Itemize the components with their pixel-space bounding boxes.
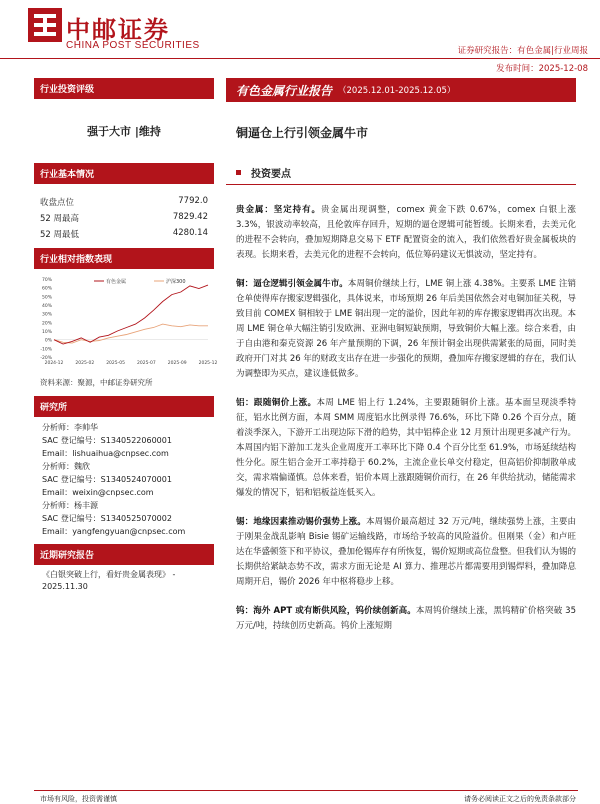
index-label: 行业相对指数表现	[34, 248, 214, 269]
legend-label: 有色金属	[106, 279, 127, 285]
stat-label: 52 周最高	[40, 214, 80, 224]
stat-row	[34, 210, 214, 226]
x-tick-label: 2025-09	[167, 361, 187, 366]
key-points-heading	[236, 165, 576, 180]
paragraph-head: 贵金属：坚定持有。	[236, 205, 321, 215]
paragraph-head: 钨：海外 APT 或有断供风险，钨价续创新高。	[236, 606, 416, 616]
analyst-sac: SAC 登记编号：S1340522060001	[42, 436, 172, 445]
main-content	[226, 78, 576, 634]
series-line-hs300	[54, 324, 208, 343]
footer-rule	[34, 790, 578, 791]
analyst-name: 分析师：魏欣	[42, 462, 90, 471]
report-period: （2025.12.01-2025.12.05）	[338, 86, 456, 96]
stat-value: 7792.0	[178, 196, 208, 206]
paragraph-body: 本周锡价最高超过 32 万元/吨，继续强势上涨，主要由于刚果金战乱影响 Bisie 锡矿运输线路，市场给予较高的风险溢价。但刚果（金）和卢旺达在华盛顿签下和平协议，叠加伦锡库存有所恢复，锡价短期或高位盘整。但我们认为锡的长期供给紧缺态势不改，需求方面无论是 AI 算力、推理芯片都需要用到锡焊料，叠加降息周期开启，锡价 2026 年中枢将稳步上移。	[236, 517, 577, 587]
paragraph-body: 本周钨价继续上涨，黑钨精矿价格突破 35 万元/吨，持续创历史新高。钨价上涨短期	[236, 606, 576, 631]
paragraph-tungsten	[236, 604, 576, 634]
rating-value: 强于大市 |维持	[87, 125, 161, 138]
paragraph-copper	[236, 277, 576, 382]
x-tick-label: 2025-05	[106, 361, 126, 366]
publish-date: 发布时间：2025-12-08	[496, 64, 588, 74]
y-tick-label: 50%	[41, 295, 52, 301]
paragraph-head: 铜：逼仓逻辑引领金属牛市。	[236, 279, 348, 289]
analyst-email[interactable]: Email：weixin@cnpsec.com	[42, 488, 154, 497]
paragraph-body: 贵金属出现调整，comex 黄金下跌 0.67%，comex 白银上涨 3.3%，银波动率较高，且伦敦库存回升，短期的逼仓逻辑可能暂缓。长期来看，去美元化的进程不会转向，叠加短期降息交易下 ETF 配置资金的流入，我们依然看好贵金属板块的表现。长期来看，去美元化的进程不会转向，低位筹码建议无惧波动，坚定持有。	[236, 205, 576, 260]
analyst-sac: SAC 登记编号：S1340524070001	[42, 475, 172, 484]
paragraph-aluminum	[236, 396, 576, 501]
stat-label: 收盘点位	[40, 198, 75, 208]
company-name-cn: 中邮证券	[66, 15, 170, 44]
left-sidebar	[34, 78, 218, 597]
chart-source: 资料来源：聚源，中邮证券研究所	[40, 378, 153, 387]
stat-row	[34, 226, 214, 242]
y-tick-label: -10%	[40, 347, 52, 353]
bullet-icon	[236, 170, 241, 175]
paragraph-body: 本周铜价继续上行，LME 铜上涨 4.38%。主要系 LME 注销仓单使得库存搬家逻辑强化，具体说来，市场预期 26 年后美国依然会对电铜加征关税，导致目前 COMEX 铜相较于 LME 铜出现一定的溢价，因此年初的库存搬家逻辑再次出现。本周 LME 铜仓单大幅注销引发欧洲、亚洲电铜短缺预期，导致铜价大幅上涨。综合来看，由于自由港和秦克资源 26 年产量预期的下调，26 年预计铜金出现供需紧张的局面，同时美政府开门对其 26 年的财政支出存在进一步强化的预期，叠加库存搬家逻辑的存在，我们认为调整即为买点，建议逢低做多。	[236, 279, 576, 379]
key-points-rule	[226, 184, 576, 185]
analyst-email[interactable]: Email：yangfengyuan@cnpsec.com	[42, 527, 186, 536]
paragraph-body: 本周 LME 铝上行 1.24%，主要跟随铜价上涨。基本面呈现淡季特征，铝水比例方面，本周 SMM 周度铝水比例录得 76.6%，环比下降 0.26 个百分点，随着淡季深入，下游开工出现边际下滑的趋势，其中铝棒企业 12 月预计出现更多减产行为。本周国内铝下游加工龙头企业周度开工率环比下降 0.4 个百分比至 61.9%，市场延续结构性分化。原生铝合金开工率持稳于 60.2%，主流企业长单交付稳定，但高铝价抑制散单成交，需求端偏谨慎。总体来看，铝价本周上涨跟随铜价而行，在 26 年供给扰动，储能需求爆发的情况下，铝和铝板益连低买入。	[236, 398, 576, 498]
recent-report-link[interactable]: 《白银突破上行，看好贵金属表现》 - 2025.11.30	[42, 570, 176, 591]
stat-value: 7829.42	[172, 212, 208, 222]
y-tick-label: 70%	[41, 278, 52, 283]
y-tick-label: 20%	[41, 321, 52, 327]
report-header-bar	[226, 78, 576, 102]
x-tick-label: 2025-07	[136, 361, 156, 366]
relative-index-chart	[34, 273, 218, 371]
y-tick-label: 10%	[41, 330, 52, 335]
footer-disclaimer: 请务必阅读正文之后的免责条款部分	[464, 795, 576, 803]
paragraph-head: 铝：跟随铜价上涨。	[236, 398, 317, 408]
analyst-email[interactable]: Email：lishuaihua@cnpsec.com	[42, 449, 169, 458]
x-tick-label: 2025-12	[198, 361, 218, 366]
y-tick-label: 40%	[41, 304, 52, 309]
analyst-sac: SAC 登记编号：S1340525070002	[42, 514, 172, 523]
series-line-nonferrous	[54, 285, 208, 344]
paragraph-tin	[236, 515, 576, 590]
company-logo	[28, 8, 62, 42]
rating-label: 行业投资评级	[34, 78, 214, 99]
footer-risk-note: 市场有风险，投资需谨慎	[40, 795, 117, 803]
x-tick-label: 2025-02	[75, 361, 95, 366]
x-tick-label: 2024-12	[44, 361, 64, 366]
key-points-label: 投资要点	[251, 169, 291, 180]
page-title: 铜逼仓上行引领金属牛市	[236, 126, 369, 140]
stat-label: 52 周最低	[40, 230, 80, 240]
y-tick-label: 60%	[41, 286, 52, 292]
stat-value: 4280.14	[172, 228, 208, 238]
chart-svg	[34, 273, 218, 371]
header-rule	[0, 58, 600, 59]
y-tick-label: 30%	[41, 312, 52, 318]
analyst-list	[34, 421, 214, 538]
basics-label: 行业基本情况	[34, 163, 214, 184]
researchers-label: 研究所	[34, 396, 214, 417]
paragraph-precious-metals	[236, 203, 576, 263]
analyst-name: 分析师：李帅华	[42, 423, 98, 432]
report-title: 有色金属行业报告	[236, 83, 333, 98]
analyst-name: 分析师：杨丰源	[42, 501, 98, 510]
report-category: 证券研究报告：有色金属|行业周报	[457, 46, 588, 56]
y-tick-label: -20%	[40, 356, 52, 361]
paragraph-head: 锡：地缘因素推动锡价强势上涨。	[236, 517, 366, 527]
recent-label: 近期研究报告	[34, 544, 214, 565]
company-name-en: CHINA POST SECURITIES	[66, 40, 200, 51]
legend-label: 沪深300	[166, 279, 186, 285]
stat-row	[34, 194, 214, 210]
y-tick-label: 0%	[44, 338, 52, 344]
